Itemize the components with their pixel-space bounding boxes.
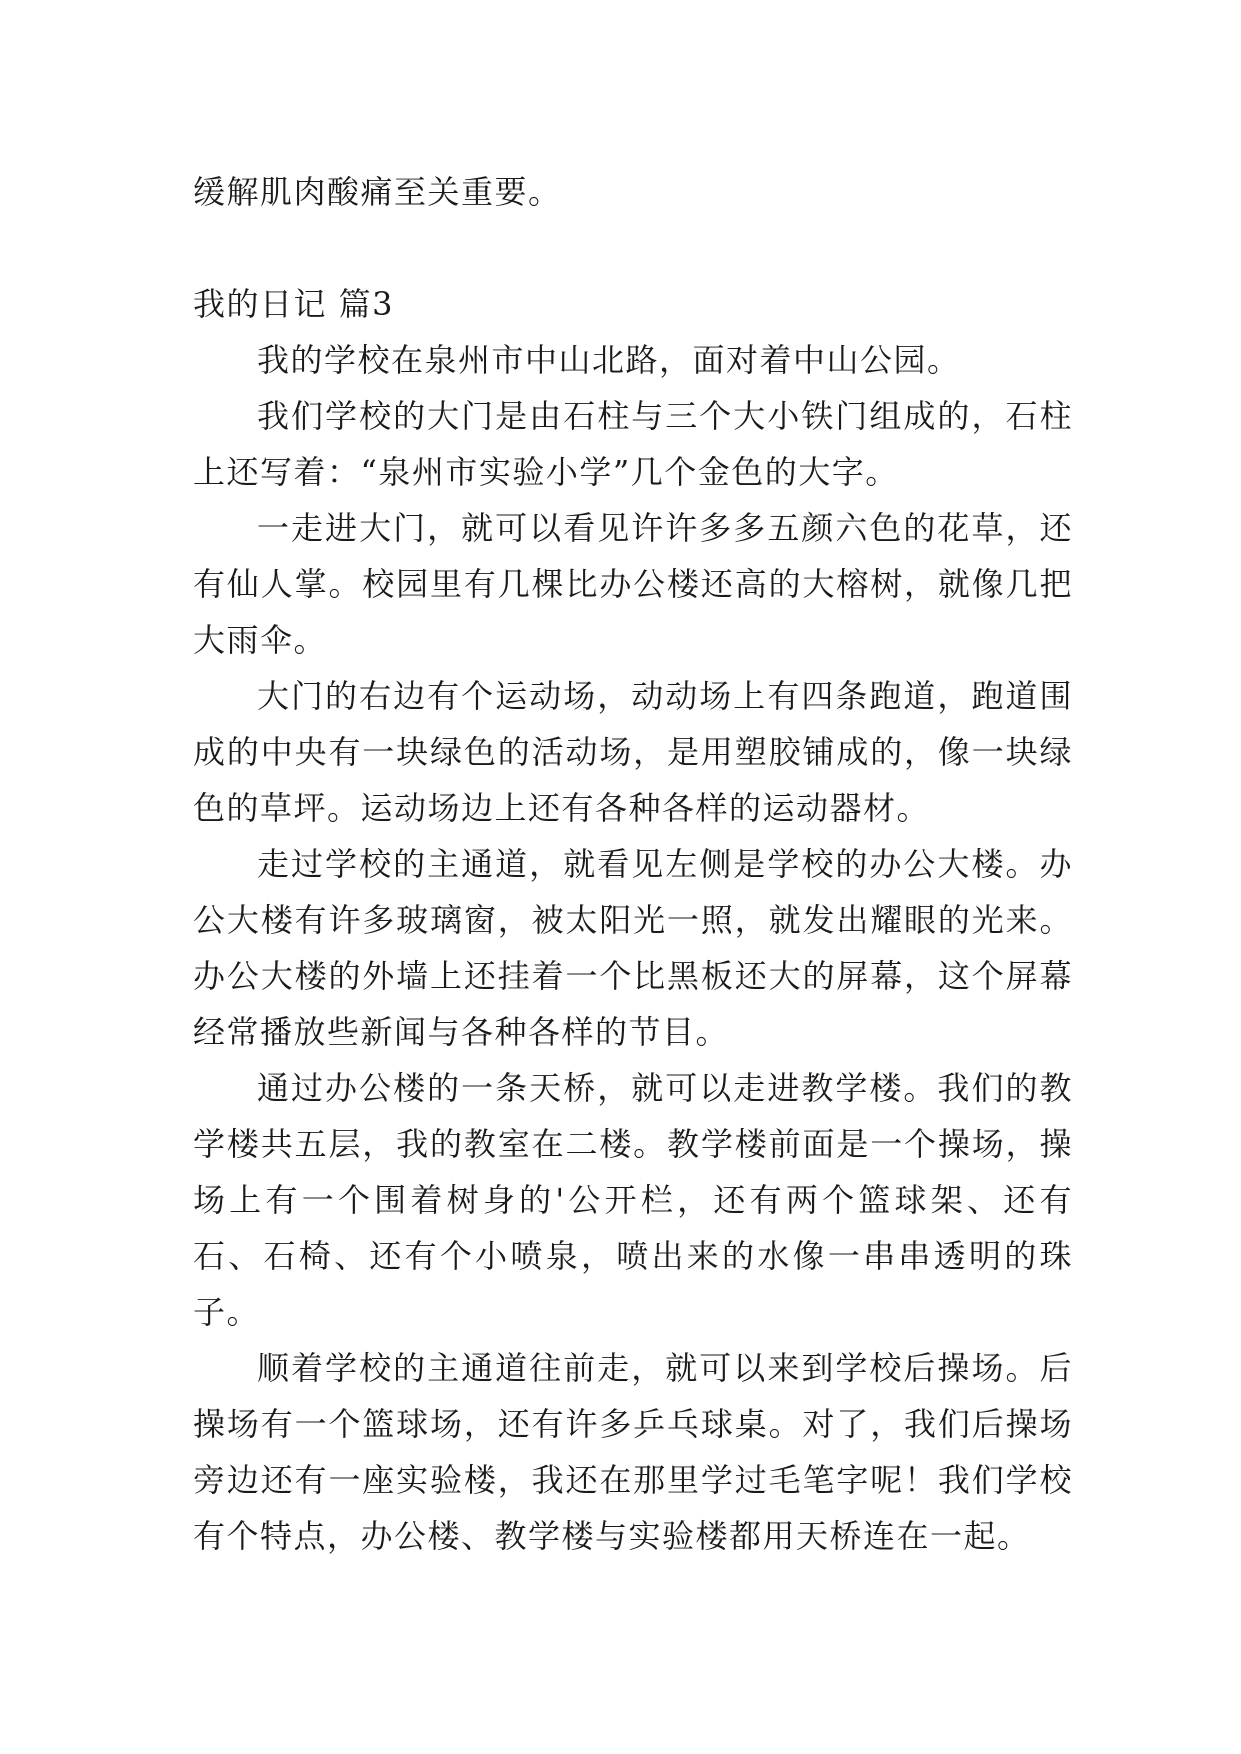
paragraph: 顺着学校的主通道往前走，就可以来到学校后操场。后操场有一个篮球场，还有许多乒乓球桌。对了，我们后操场旁边还有一座实验楼，我还在那里学过毛笔字呢！我们学校有个特点，办公楼、教学楼与实验楼都用天桥连在一起。 <box>193 1349 1073 1555</box>
paragraph: 通过办公楼的一条天桥，就可以走进教学楼。我们的教学楼共五层，我的教室在二楼。教学楼前面是一个操场，操场上有一个围着树身的'公开栏，还有两个篮球架、还有石、石椅、还有个小喷泉，喷出来的水像一串串透明的珠子。 <box>193 1069 1073 1331</box>
document-body <box>193 160 1073 1564</box>
paragraph: 我的学校在泉州市中山北路，面对着中山公园。 <box>257 341 961 379</box>
paragraph: 走过学校的主通道，就看见左侧是学校的办公大楼。办公大楼有许多玻璃窗，被太阳光一照，就发出耀眼的光来。办公大楼的外墙上还挂着一个比黑板还大的屏幕，这个屏幕经常播放些新闻与各种各样的节目。 <box>193 845 1073 1051</box>
carryover-line: 缓解肌肉酸痛至关重要。 <box>193 173 562 211</box>
paragraph: 大门的右边有个运动场，动动场上有四条跑道，跑道围成的中央有一块绿色的活动场，是用塑胶铺成的，像一块绿色的草坪。运动场边上还有各种各样的运动器材。 <box>193 677 1073 827</box>
section-title: 我的日记 篇3 <box>193 285 395 323</box>
paragraph: 我们学校的大门是由石柱与三个大小铁门组成的，石柱上还写着：“泉州市实验小学”几个金色的大字。 <box>193 397 1073 491</box>
paragraph: 一走进大门，就可以看见许许多多五颜六色的花草，还有仙人掌。校园里有几棵比办公楼还高的大榕树，就像几把大雨伞。 <box>193 509 1073 659</box>
